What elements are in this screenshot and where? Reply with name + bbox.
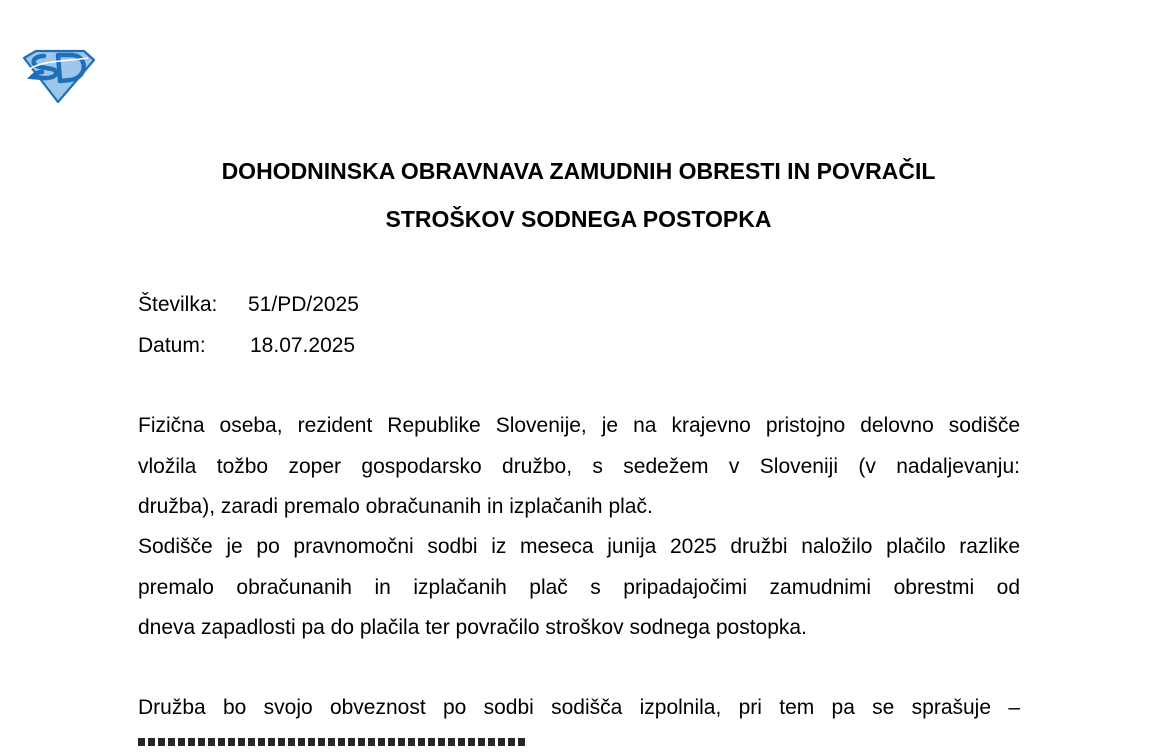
document-date-row	[138, 334, 356, 358]
document-number-value: 51/PD/2025	[248, 293, 359, 316]
paragraph-line: premalo obračunanih in izplačanih plač s pripadajočimi zamudnimi obrestmi od	[138, 575, 1020, 599]
document-title-line-1: DOHODNINSKA OBRAVNAVA ZAMUDNIH OBRESTI IN POVRAČIL	[221, 158, 936, 184]
paragraph-2	[138, 527, 1020, 649]
paragraph-1	[138, 406, 1020, 528]
paragraph-line: vložila tožbo zoper gospodarsko družbo, s sedežem v Sloveniji (v nadaljevanju:	[138, 454, 1020, 478]
paragraph-line: Fizična oseba, rezident Republike Slovenije, je na krajevno pristojno delovno sodišče	[138, 414, 1020, 437]
paragraph-3	[138, 688, 1020, 729]
document-date-label: Datum:	[138, 334, 206, 357]
document-number-row	[138, 293, 359, 317]
company-logo	[22, 48, 96, 104]
paragraph-line: družba), zaradi premalo obračunanih in izplačanih plač.	[138, 495, 653, 518]
document-number-label: Številka:	[138, 293, 218, 316]
paragraph-line: Sodišče je po pravnomočni sodbi iz meseca junija 2025 družbi naložilo plačilo razlike	[138, 535, 1020, 558]
document-date-value: 18.07.2025	[250, 334, 356, 357]
cut-off-text-line	[138, 732, 528, 752]
document-title-line-2: STROŠKOV SODNEGA POSTOPKA	[385, 206, 772, 232]
paragraph-line: Družba bo svojo obveznost po sodbi sodišča izpolnila, pri tem pa se sprašuje –	[138, 696, 1020, 719]
paragraph-line: dneva zapadlosti pa do plačila ter povračilo stroškov sodnega postopka.	[138, 616, 807, 639]
